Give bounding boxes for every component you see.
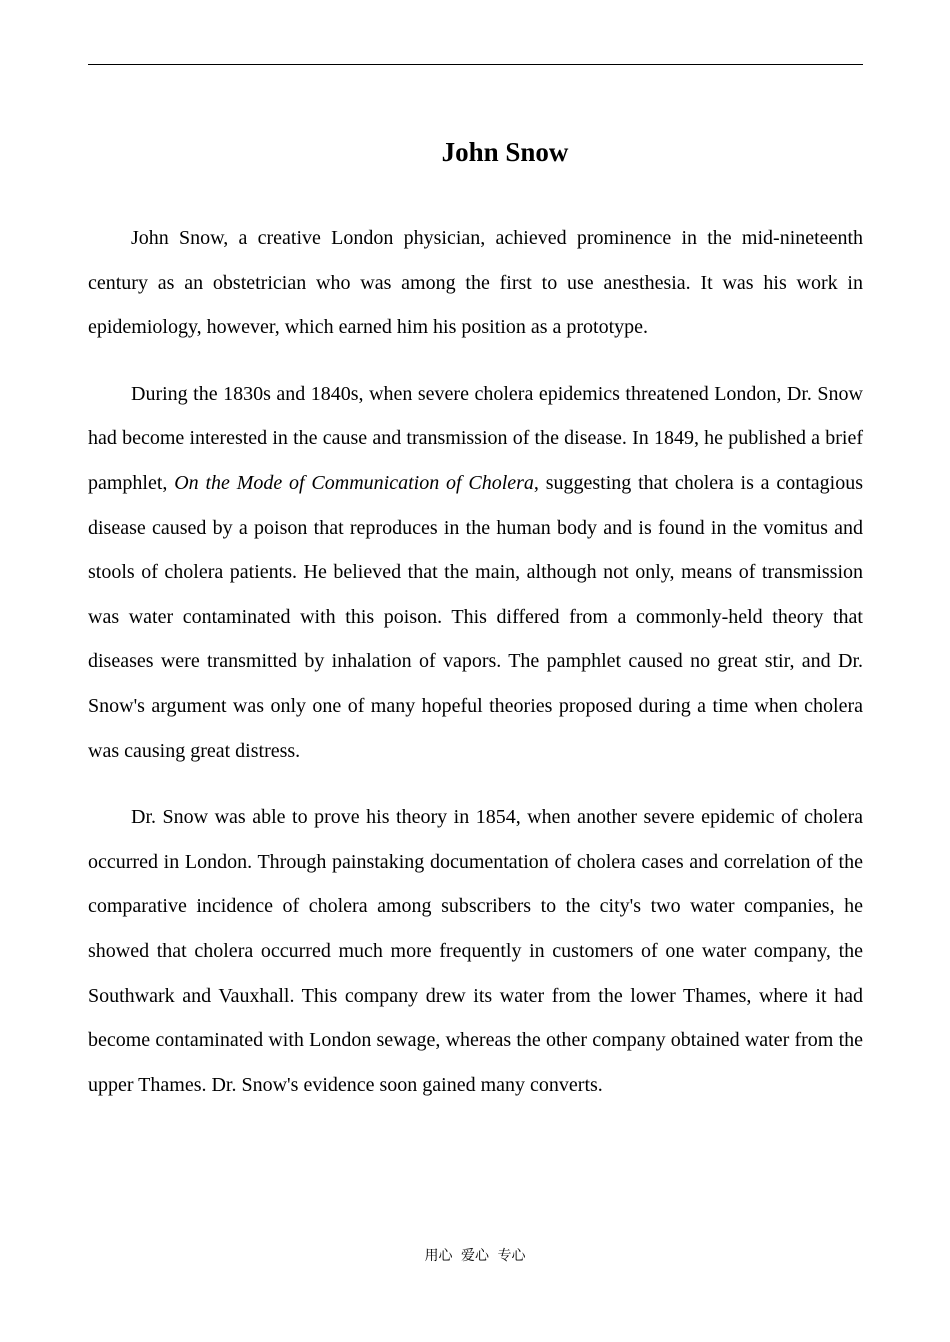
paragraph-3-text: Dr. Snow was able to prove his theory in 1854, when another severe epidemic of cholera occurred in London. Through painstaking documentation of cholera cases and correlation of the comparative incidence of cholera among subscribers to the city's two water companies, he showed that cholera occurred much more frequently in customers of one water company, the Southwark and Vauxhall. This company drew its water from the lower Thames, where it had become contaminated with London sewage, whereas the other company obtained water from the upper Thames. Dr. Snow's evidence soon gained many converts. [88, 806, 863, 1096]
paragraph-2 [88, 372, 863, 773]
article-body [88, 216, 863, 1129]
paragraph-2-text-after: , suggesting that cholera is a contagious disease caused by a poison that reproduces in the human body and is found in the vomitus and stools of cholera patients. He believed that the main, although not only, means of transmission was water contaminated with this poison. This differed from a commonly-held theory that diseases were transmitted by inhalation of vapors. The pamphlet caused no great stir, and Dr. Snow's argument was only one of many hopeful theories proposed during a time when cholera was causing great distress. [88, 471, 864, 762]
paragraph-2-text-before: During the 1830s and 1840s, when severe cholera epidemics threatened London, Dr. Snow had become interested in the cause and transmission of the disease. In 1849, he published a brief pamphlet, [88, 382, 863, 494]
header-rule [88, 64, 863, 65]
paragraph-1 [88, 216, 863, 350]
page-title: John Snow [441, 137, 569, 167]
page-footer: 用心 爱心 专心 [424, 1248, 526, 1264]
paragraph-1-text: John Snow, a creative London physician, achieved prominence in the mid-nineteenth century as an obstetrician who was among the first to use anesthesia. It was his work in epidemiology, however, which earned him his position as a prototype. [88, 227, 863, 339]
pamphlet-title: On the Mode of Communication of Cholera [174, 471, 534, 494]
paragraph-3 [88, 795, 863, 1107]
